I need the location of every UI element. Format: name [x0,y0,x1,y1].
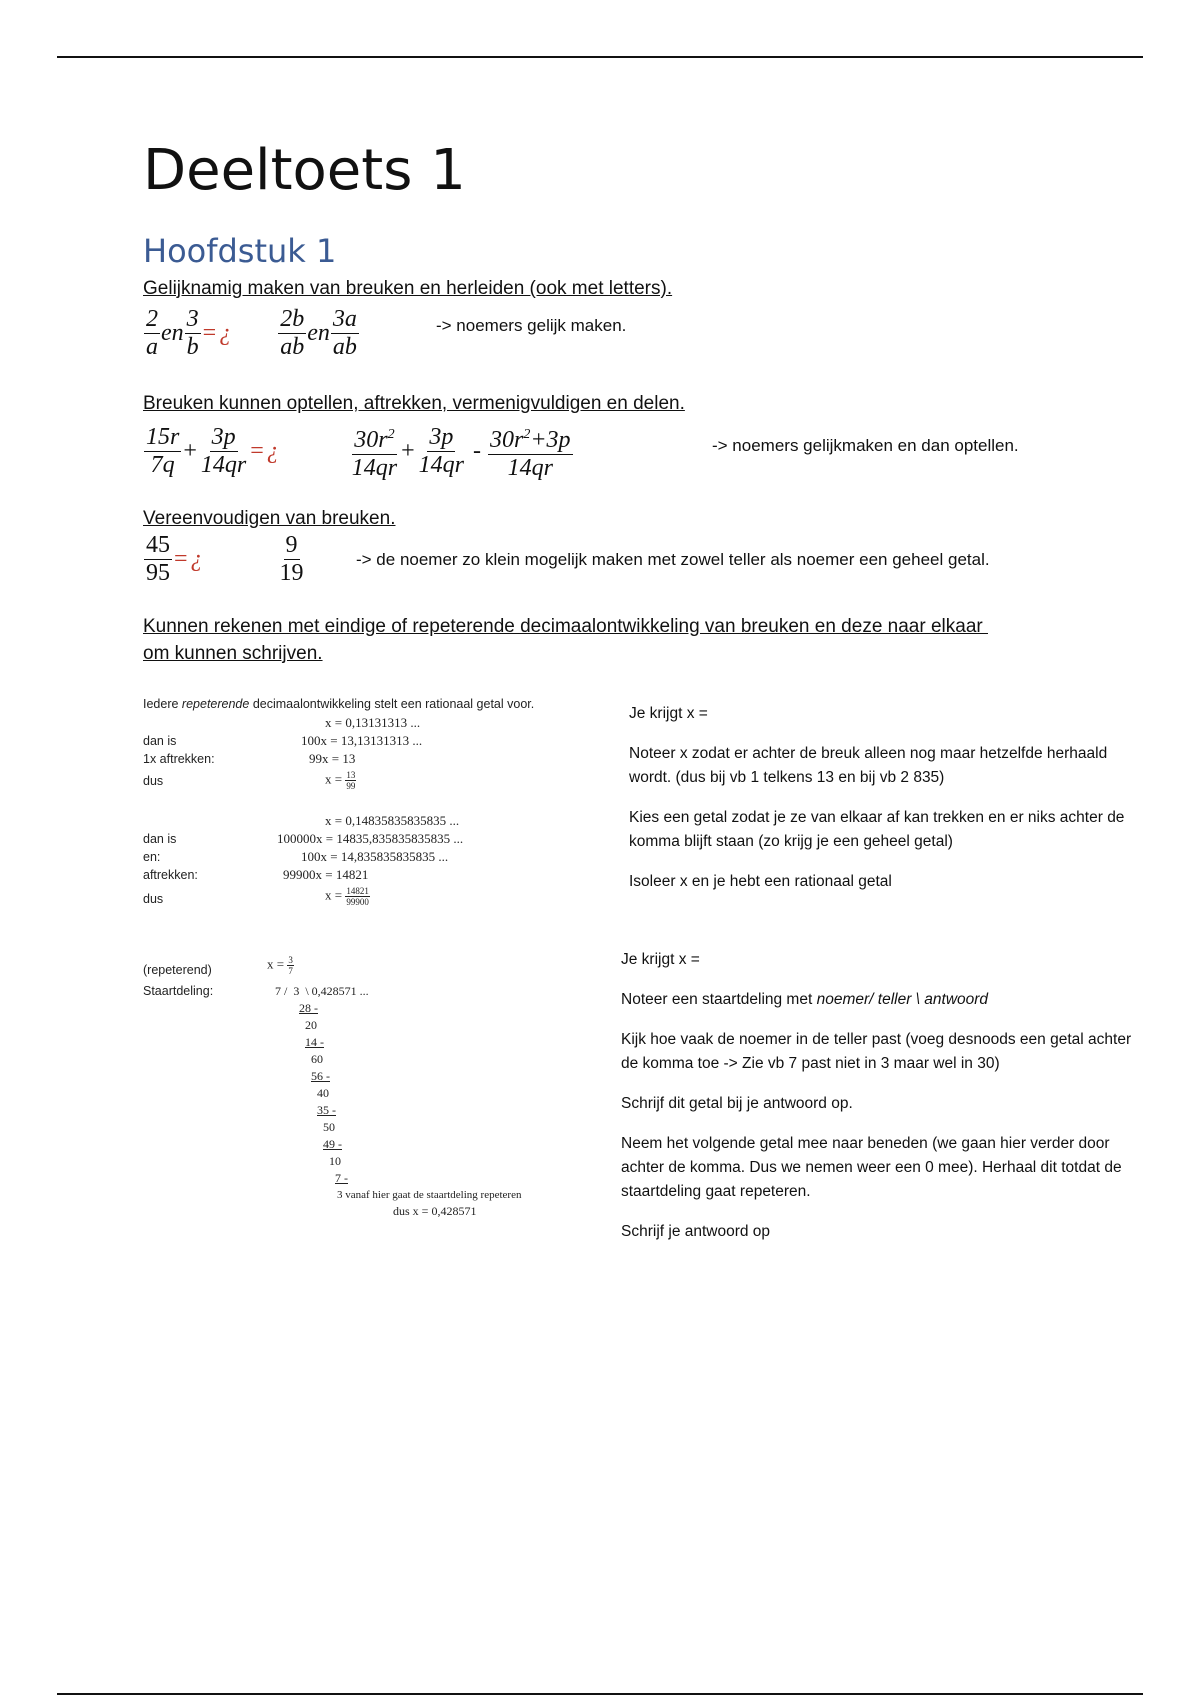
equals: = [250,438,264,464]
derivation-1-label: 1x aftrekken: [143,752,215,766]
derivation-2-result: x = $\frac{14821}{99900}$ [325,886,369,907]
fraction: $\frac{30r^2}{14qr}$ [350,421,399,482]
word-en: en [161,320,184,346]
derivation-2-row: 100000x = 14835,835835835835 ... [277,831,464,846]
fraction: $\frac{2b}{ab}$ [280,306,305,360]
long-division-step: 40 [317,1086,329,1100]
long-division-step: 60 [311,1052,323,1066]
fraction: $\frac{30r^2+3p}{14qr}$ [488,421,573,482]
fraction: $\frac{2}{a}$ [146,306,158,360]
fraction: $\frac{3a}{ab}$ [332,306,357,360]
word-en: en [307,320,330,346]
section-2-note: -> noemers gelijkmaken en dan optellen. [712,436,1019,455]
long-division-step: 28 - [299,1001,318,1015]
long-division-label: Staartdeling: [143,984,214,998]
section-1-formula [143,306,360,361]
page-title: Deeltoets 1 [143,138,466,203]
derivation-1-result: x = $\frac{13}{99}$ [325,770,356,791]
explanation-2 [621,948,1141,1260]
top-rule [57,56,1143,58]
derivation-1-label: dus [143,774,164,788]
placeholder-symbol: ¿ [266,438,279,464]
bottom-rule [57,1693,1143,1695]
derivation-1-row: 99x = 13 [309,751,356,766]
explanation-step: Noteer x zodat er achter de breuk alleen nog maar hetzelfde herhaald wordt. (dus bij vb 1 telkens 13 en bij vb 2 835) [629,745,1108,786]
fraction: $\frac{13}{99}$ [346,770,356,791]
explanation-step: Schrijf je antwoord op [621,1223,771,1240]
long-division-result: dus x = 0,428571 [393,1204,477,1218]
placeholder-symbol: ¿ [190,546,203,572]
section-4-heading-line2: om kunnen schrijven. [143,643,323,664]
long-division-step: 7 - [335,1171,348,1185]
section-3-note: -> de noemer zo klein mogelijk maken met zowel teller als noemer een geheel getal. [356,550,990,569]
placeholder-symbol: ¿ [219,320,232,346]
fraction: $\frac{3}{b}$ [186,306,199,360]
derivation-2-row: 100x = 14,835835835835 ... [301,849,449,864]
derivation-2-label: aftrekken: [143,868,198,882]
explanation-step: Noteer een staartdeling met noemer/ teller \ antwoord [621,991,989,1008]
explanation-step: Kies een getal zodat je ze van elkaar af kan trekken en er niks achter de komma blijft staan (zo krijg je een geheel getal) [629,809,1125,850]
derivation-2-label: dus [143,892,164,906]
derivation-2-label: en: [143,850,161,864]
derivation-intro: Iedere repeterende decimaalontwikkeling stelt een rationaal getal voor. [143,697,535,711]
section-3-heading: Vereenvoudigen van breuken. [143,508,396,529]
long-division-tail: 3 vanaf hier gaat de staartdeling repeteren [337,1189,522,1201]
derivation-1-row: x = 0,13131313 ... [325,715,421,730]
long-division-step: 10 [329,1154,341,1168]
plus: + [401,438,415,464]
fraction: $\frac{14821}{99900}$ [346,886,369,907]
long-division-step: 20 [305,1018,317,1032]
minus: - [473,438,482,464]
derivation-2-row: x = 0,14835835835835 ... [325,813,460,828]
explanation-step: Je krijgt x = [629,705,708,722]
fraction: $\frac{3p}{14qr}$ [200,424,247,478]
explanation-step: Je krijgt x = [621,951,700,968]
long-division-step: 50 [323,1120,335,1134]
section-1-note: -> noemers gelijk maken. [436,316,627,335]
derivation-1-row: 100x = 13,13131313 ... [301,733,423,748]
fraction: $\frac{3p}{14qr}$ [418,424,465,478]
chapter-heading: Hoofdstuk 1 [143,232,337,270]
derivation-2-row: 99900x = 14821 [283,867,369,882]
equals: = [174,546,188,572]
long-division-step: 49 - [323,1137,342,1151]
long-division-label: (repeterend) [143,963,212,977]
fraction: $\frac{3}{7}$ [288,955,293,976]
fraction: $\frac{9}{19}$ [279,532,304,586]
section-2-formula [143,421,574,482]
explanation-step: Isoleer x en je hebt een rationaal getal [629,873,892,890]
explanation-step: Kijk hoe vaak de noemer in de teller past (voeg desnoods een getal achter de komma toe -> Zie vb 7 past niet in 3 maar wel in 30) [621,1031,1132,1072]
long-division-step: 56 - [311,1069,330,1083]
explanation-1 [629,702,1149,910]
long-division-step: 35 - [317,1103,336,1117]
long-division-x: x = $\frac{3}{7}$ [267,955,293,976]
explanation-step: Neem het volgende getal mee naar beneden (we gaan hier verder door achter de komma. Dus we nemen weer een 0 mee). Herhaal dit totdat de staartdeling gaat repeteren. [621,1135,1122,1200]
plus: + [183,438,197,464]
long-division-head: 7 / 3 \ 0,428571 ... [275,984,369,998]
section-2-heading: Breuken kunnen optellen, aftrekken, vermenigvuldigen en delen. [143,393,685,414]
explanation-step: Schrijf dit getal bij je antwoord op. [621,1095,853,1112]
section-1-heading: Gelijknamig maken van breuken en herleiden (ook met letters). [143,278,673,299]
long-division-step: 14 - [305,1035,324,1049]
equals: = [202,320,217,346]
derivation-1-label: dan is [143,734,177,748]
section-4-heading-line1: Kunnen rekenen met eindige of repeterende decimaalontwikkeling van breuken en deze naar elkaar [143,616,988,637]
derivation-2-label: dan is [143,832,177,846]
fraction: $\frac{15r}{7q}$ [146,424,180,478]
section-3-formula [143,532,307,587]
fraction: $\frac{45}{95}$ [146,532,170,586]
